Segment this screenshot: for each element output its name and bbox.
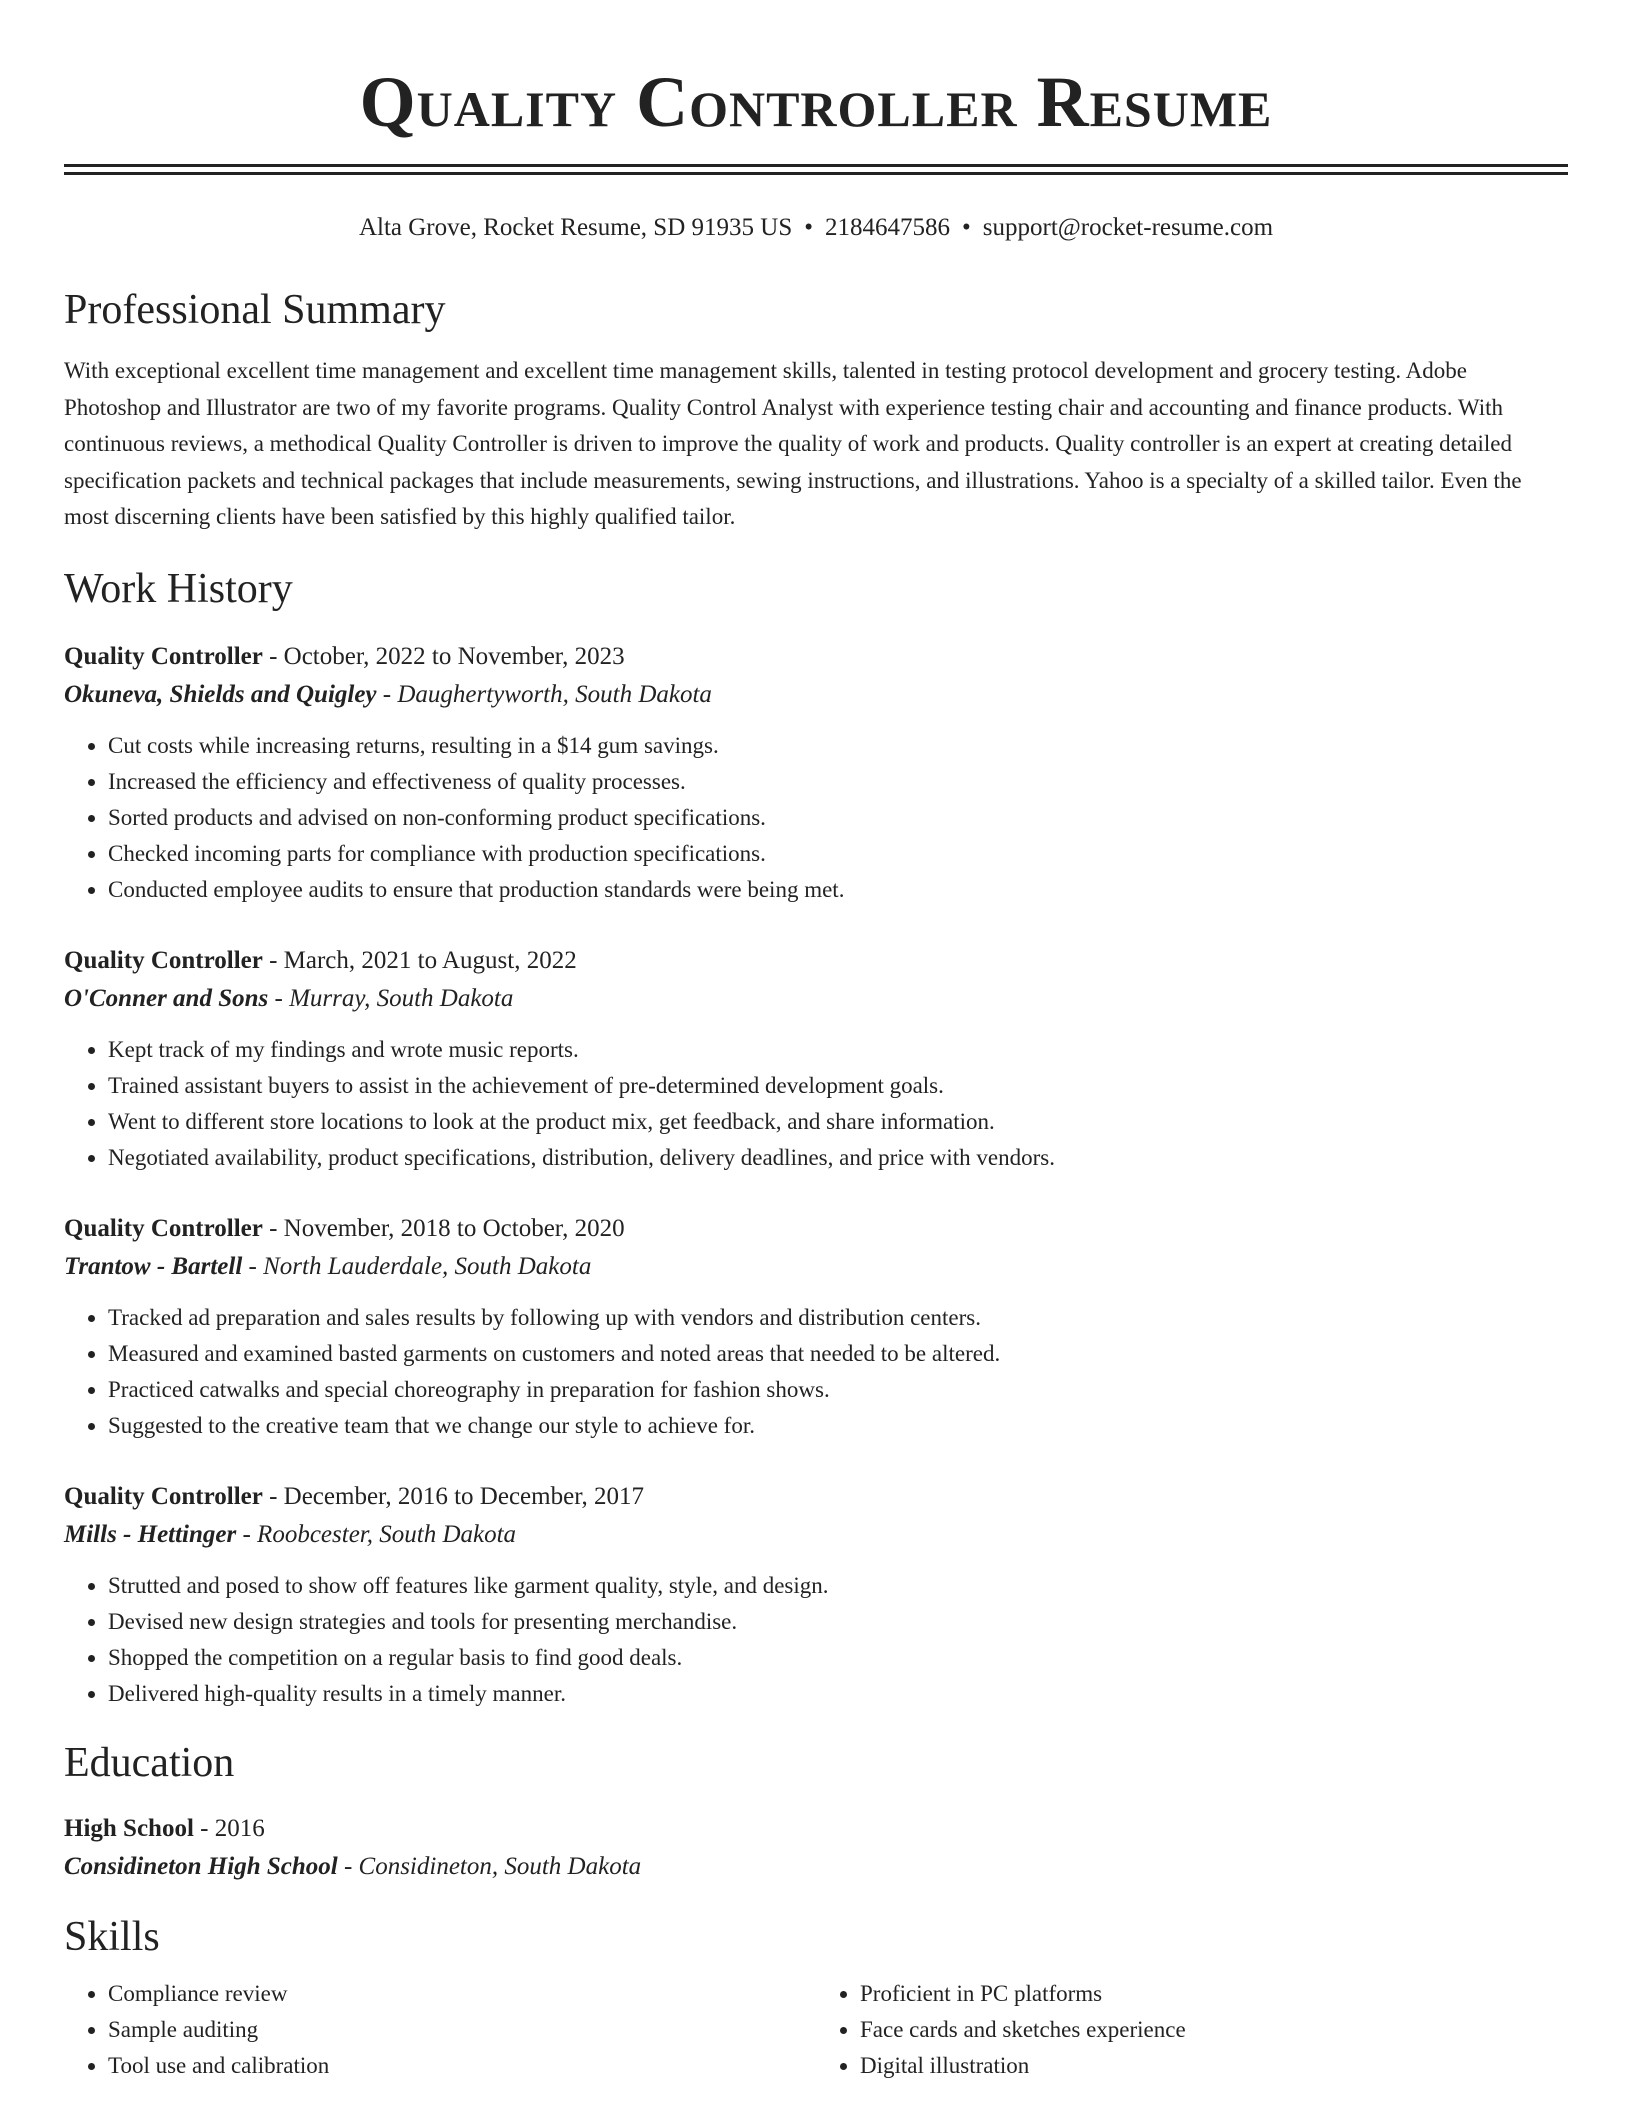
job-duties bbox=[64, 1032, 1568, 1176]
job-duty: • Suggested to the creative team that we change our style to achieve for. bbox=[108, 1408, 1568, 1444]
job-duty: • Devised new design strategies and tools for presenting merchandise. bbox=[108, 1604, 1568, 1640]
page-title: Quality Controller Resume bbox=[359, 62, 1273, 142]
job-title-line bbox=[64, 638, 1568, 676]
job-duty: • Cut costs while increasing returns, resulting in a $14 gum savings. bbox=[108, 728, 1568, 764]
job-location: - Daughertyworth, South Dakota bbox=[382, 680, 712, 708]
skill-item: • Face cards and sketches experience bbox=[860, 2012, 1568, 2048]
education-entry bbox=[64, 1810, 1568, 1886]
skills-list bbox=[64, 1976, 1568, 2084]
skill-item: • Compliance review bbox=[108, 1976, 816, 2012]
job-duty: • Sorted products and advised on non-conforming product specifications. bbox=[108, 800, 1568, 836]
job-duties bbox=[64, 728, 1568, 908]
job-entry bbox=[64, 1478, 1568, 1712]
job-duty: • Shopped the competition on a regular basis to find good deals. bbox=[108, 1640, 1568, 1676]
title-divider bbox=[64, 164, 1568, 175]
job-duty: • Kept track of my findings and wrote music reports. bbox=[108, 1032, 1568, 1068]
job-duty: • Conducted employee audits to ensure that production standards were being met. bbox=[108, 872, 1568, 908]
job-company-line bbox=[64, 1516, 1568, 1554]
education-location: - Considineton, South Dakota bbox=[343, 1852, 642, 1880]
education-heading: Education bbox=[64, 1739, 235, 1786]
education-school-line bbox=[64, 1848, 1568, 1886]
job-duty: • Checked incoming parts for compliance with production specifications. bbox=[108, 836, 1568, 872]
skill-item: • Sample auditing bbox=[108, 2012, 816, 2048]
job-duty: • Measured and examined basted garments on customers and noted areas that needed to be altered. bbox=[108, 1336, 1568, 1372]
contact-separator: • bbox=[962, 214, 971, 241]
summary-heading: Professional Summary bbox=[64, 287, 446, 333]
summary-text: With exceptional excellent time management and excellent time management skills, talented in testing protocol development and grocery testing. Adobe Photoshop and Illustrator are two of my favorite programs. Quality Control Analyst with experience testing chair and accounting and finance products. With continuous reviews, a methodical Quality Controller is driven to improve the quality of work and products. Quality controller is an expert at creating detailed specification packets and technical packages that include measurements, sewing instructions, and illustrations. Yahoo is a specialty of a skilled tailor. Even the most discerning clients have been satisfied by this highly qualified tailor. bbox=[64, 358, 1522, 529]
job-company: Mills - Hettinger bbox=[64, 1520, 237, 1548]
job-duty: • Delivered high-quality results in a timely manner. bbox=[108, 1676, 1568, 1712]
job-duty: • Negotiated availability, product specifications, distribution, delivery deadlines, and price with vendors. bbox=[108, 1140, 1568, 1176]
job-duties bbox=[64, 1300, 1568, 1444]
job-dates: - October, 2022 to November, 2023 bbox=[269, 642, 625, 670]
contact-address: Alta Grove, Rocket Resume, SD 91935 US bbox=[358, 214, 793, 241]
job-title: Quality Controller bbox=[64, 1214, 263, 1242]
skills-column-right bbox=[816, 1976, 1568, 2084]
job-company: Trantow - Bartell bbox=[64, 1252, 243, 1280]
skill-item: • Tool use and calibration bbox=[108, 2048, 816, 2084]
job-entry bbox=[64, 942, 1568, 1176]
skills-column-left bbox=[64, 1976, 816, 2084]
education-year: - 2016 bbox=[200, 1814, 265, 1842]
contact-email: support@rocket-resume.com bbox=[982, 214, 1274, 241]
job-duty: • Went to different store locations to look at the product mix, get feedback, and share information. bbox=[108, 1104, 1568, 1140]
contact-separator: • bbox=[804, 214, 813, 241]
education-degree: High School bbox=[64, 1814, 194, 1842]
job-company: O'Conner and Sons bbox=[64, 984, 269, 1012]
job-dates: - December, 2016 to December, 2017 bbox=[269, 1482, 645, 1510]
job-title: Quality Controller bbox=[64, 946, 263, 974]
skill-item: • Digital illustration bbox=[860, 2048, 1568, 2084]
job-title-line bbox=[64, 1210, 1568, 1248]
job-title-line bbox=[64, 1478, 1568, 1516]
job-company-line bbox=[64, 980, 1568, 1018]
job-dates: - March, 2021 to August, 2022 bbox=[269, 946, 577, 974]
job-entry bbox=[64, 1210, 1568, 1444]
education-school: Considineton High School bbox=[64, 1852, 338, 1880]
work-history-heading: Work History bbox=[64, 565, 293, 612]
job-duties bbox=[64, 1568, 1568, 1712]
skills-heading: Skills bbox=[64, 1913, 160, 1960]
job-company-line bbox=[64, 676, 1568, 714]
education-degree-line bbox=[64, 1810, 1568, 1848]
job-location: - Murray, South Dakota bbox=[274, 984, 514, 1012]
job-location: - Roobcester, South Dakota bbox=[242, 1520, 517, 1548]
job-title: Quality Controller bbox=[64, 1482, 263, 1510]
job-title: Quality Controller bbox=[64, 642, 263, 670]
job-duty: • Increased the efficiency and effectiveness of quality processes. bbox=[108, 764, 1568, 800]
job-dates: - November, 2018 to October, 2020 bbox=[269, 1214, 625, 1242]
job-duty: • Strutted and posed to show off features like garment quality, style, and design. bbox=[108, 1568, 1568, 1604]
job-duty: • Practiced catwalks and special choreography in preparation for fashion shows. bbox=[108, 1372, 1568, 1408]
job-entry bbox=[64, 638, 1568, 908]
contact-info bbox=[64, 211, 1568, 245]
job-company: Okuneva, Shields and Quigley bbox=[64, 680, 377, 708]
skill-item: • Proficient in PC platforms bbox=[860, 1976, 1568, 2012]
job-location: - North Lauderdale, South Dakota bbox=[248, 1252, 592, 1280]
job-title-line bbox=[64, 942, 1568, 980]
contact-phone: 2184647586 bbox=[825, 214, 950, 241]
job-company-line bbox=[64, 1248, 1568, 1286]
job-duty: • Tracked ad preparation and sales results by following up with vendors and distribution centers. bbox=[108, 1300, 1568, 1336]
job-duty: • Trained assistant buyers to assist in the achievement of pre-determined development goals. bbox=[108, 1068, 1568, 1104]
